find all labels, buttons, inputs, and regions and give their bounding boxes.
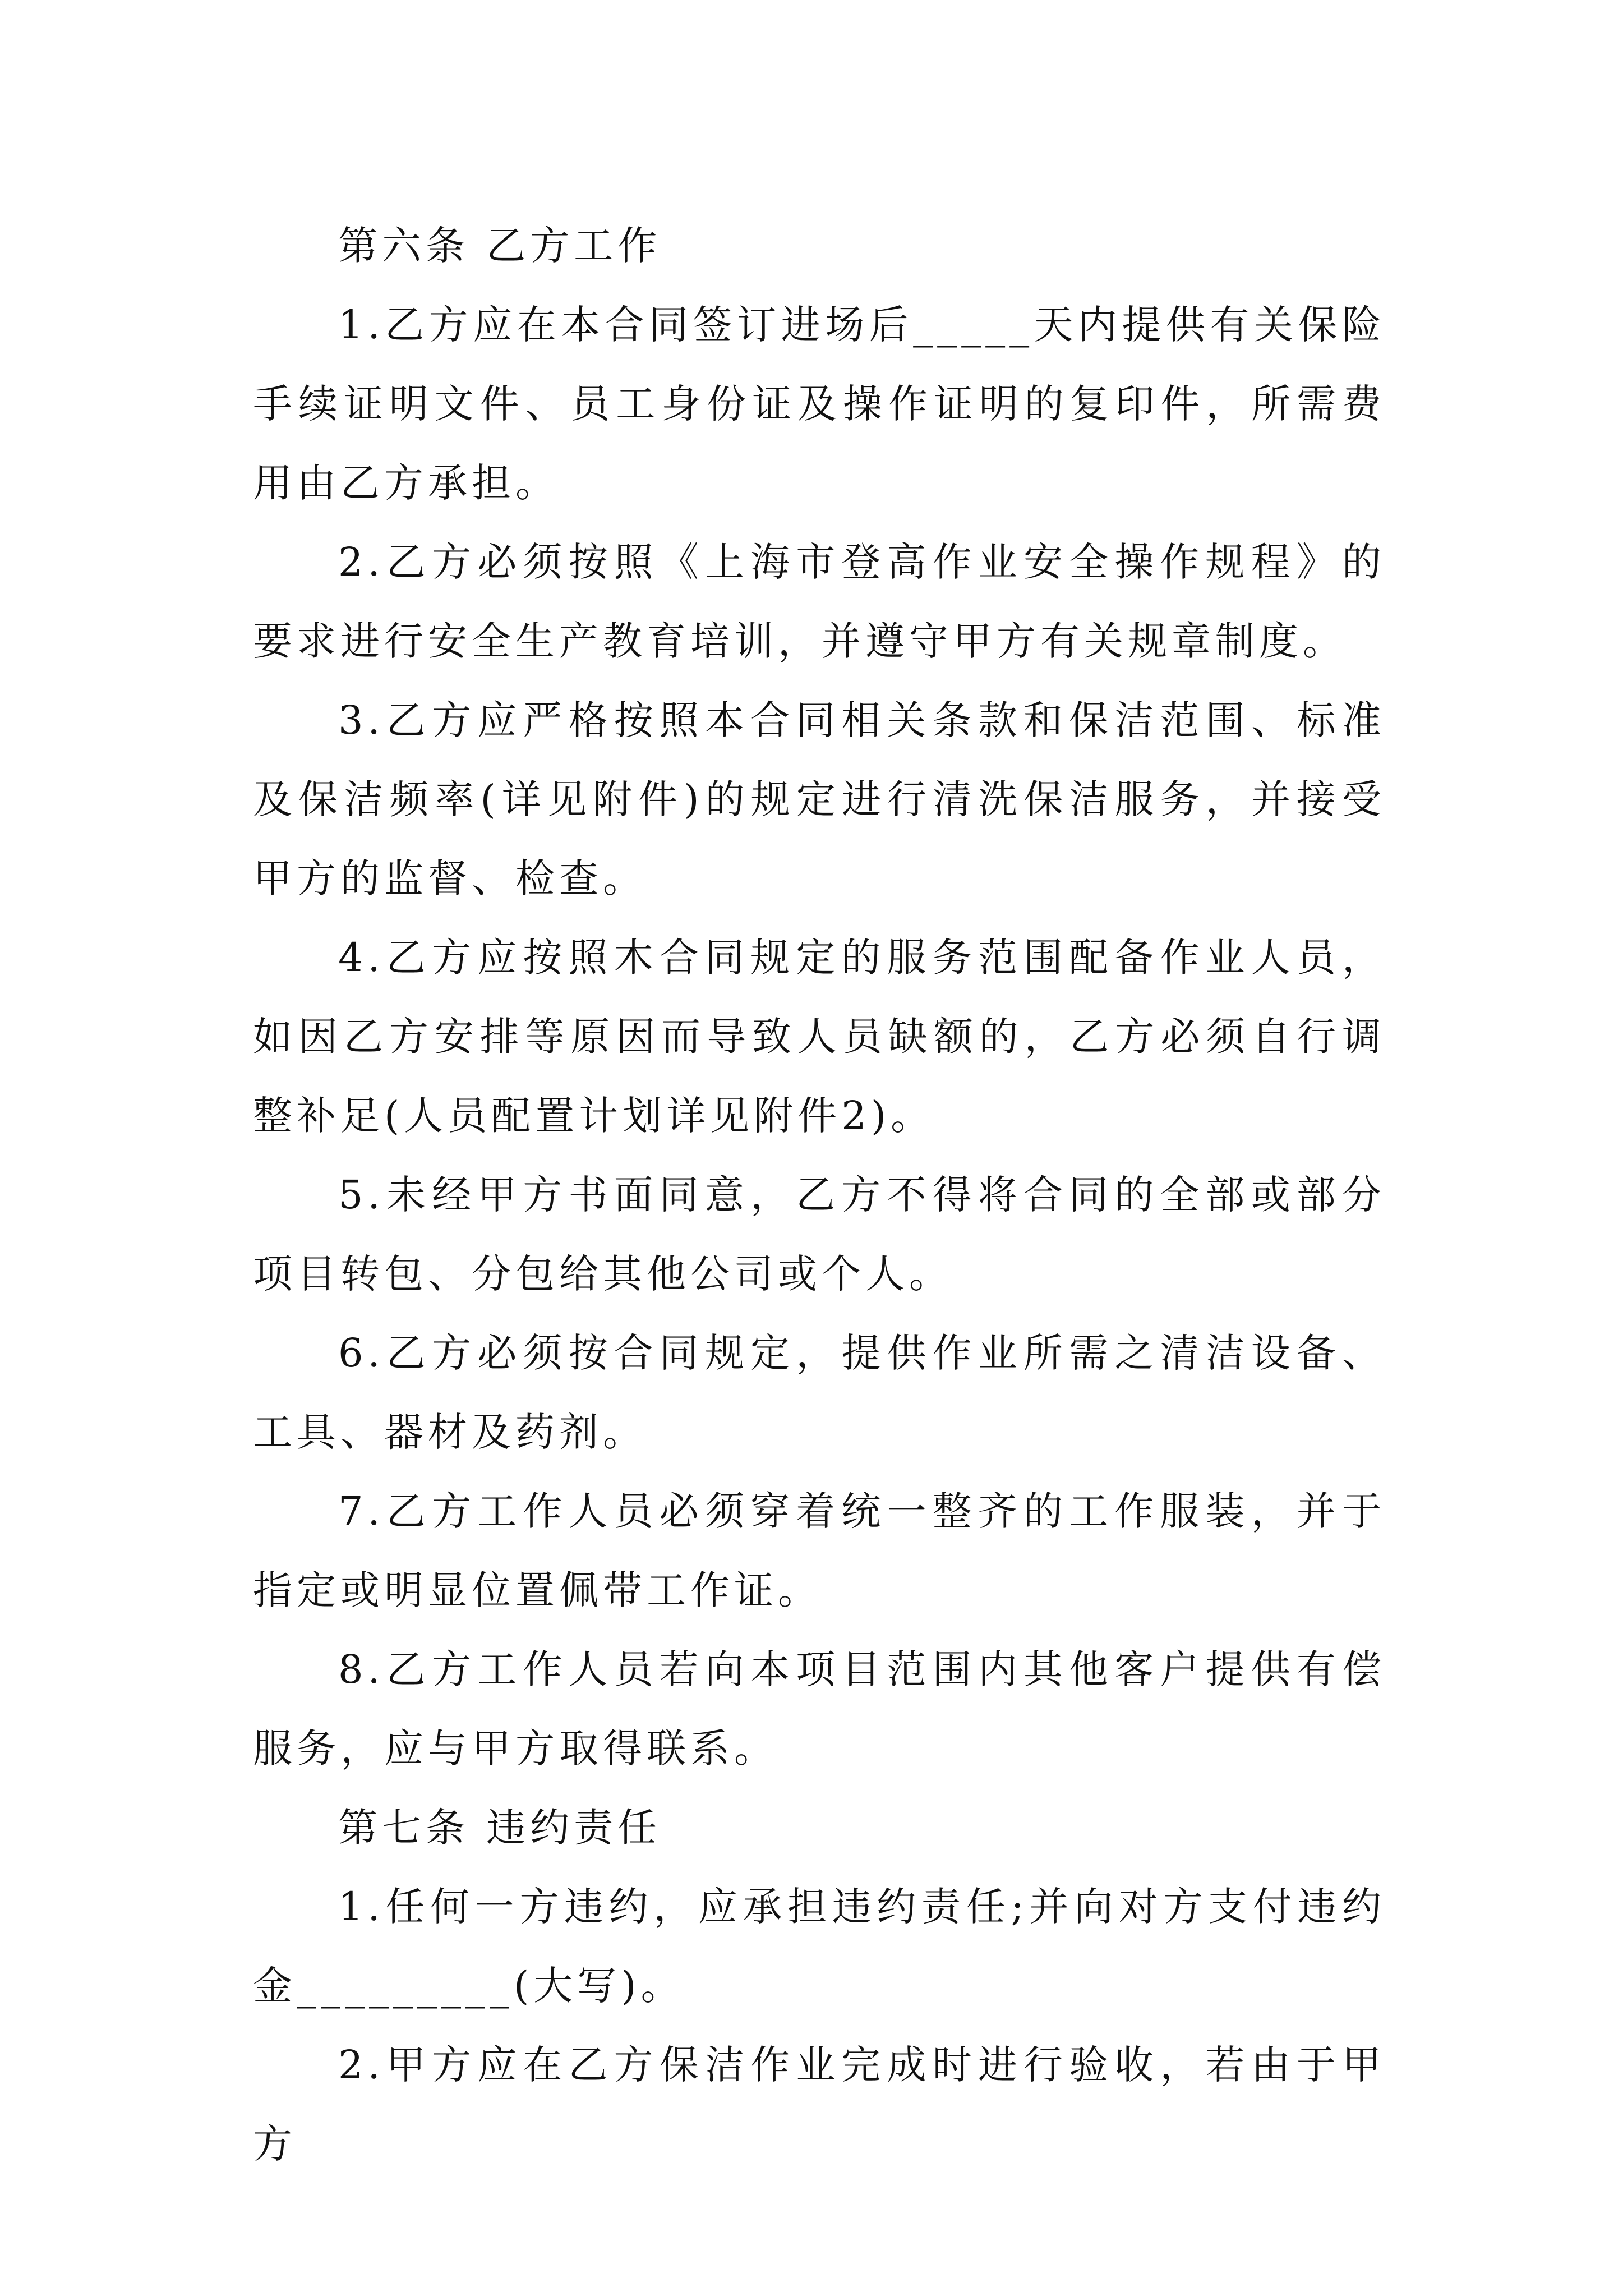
article-6-item-6: 6.乙方必须按合同规定，提供作业所需之清洁设备、工具、器材及药剂。 — [253, 1330, 1386, 1455]
article-7-item-2: 2.甲方应在乙方保洁作业完成时进行验收，若由于甲方 — [253, 2042, 1386, 2167]
article-6-item-1: 1.乙方应在本合同签订进场后_____天内提供有关保险手续证明文件、员工身份证及操作证明的复印件，所需费用由乙方承担。 — [253, 302, 1386, 506]
article-7-item-1: 1.任何一方违约，应承担违约责任;并向对方支付违约金_________(大写)。 — [253, 1884, 1386, 2009]
article-6-heading: 第六条 乙方工作 — [338, 223, 662, 269]
document-body — [253, 206, 1386, 2184]
article-6-item-2: 2.乙方必须按照《上海市登高作业安全操作规程》的要求进行安全生产教育培训，并遵守甲方有关规章制度。 — [253, 539, 1386, 664]
article-6-item-7: 7.乙方工作人员必须穿着统一整齐的工作服装，并于指定或明显位置佩带工作证。 — [253, 1488, 1386, 1613]
article-6-item-4: 4.乙方应按照木合同规定的服务范围配备作业人员，如因乙方安排等原因而导致人员缺额的，乙方必须自行调整补足(人员配置计划详见附件2)。 — [253, 935, 1386, 1139]
article-6-item-8: 8.乙方工作人员若向本项目范围内其他客户提供有偿服务，应与甲方取得联系。 — [253, 1646, 1386, 1772]
article-6-item-3: 3.乙方应严格按照本合同相关条款和保洁范围、标准及保洁频率(详见附件)的规定进行清洗保洁服务，并接受甲方的监督、检查。 — [253, 697, 1386, 901]
article-7-heading: 第七条 违约责任 — [338, 1805, 662, 1851]
article-6-item-5: 5.未经甲方书面同意，乙方不得将合同的全部或部分项目转包、分包给其他公司或个人。 — [253, 1172, 1386, 1297]
